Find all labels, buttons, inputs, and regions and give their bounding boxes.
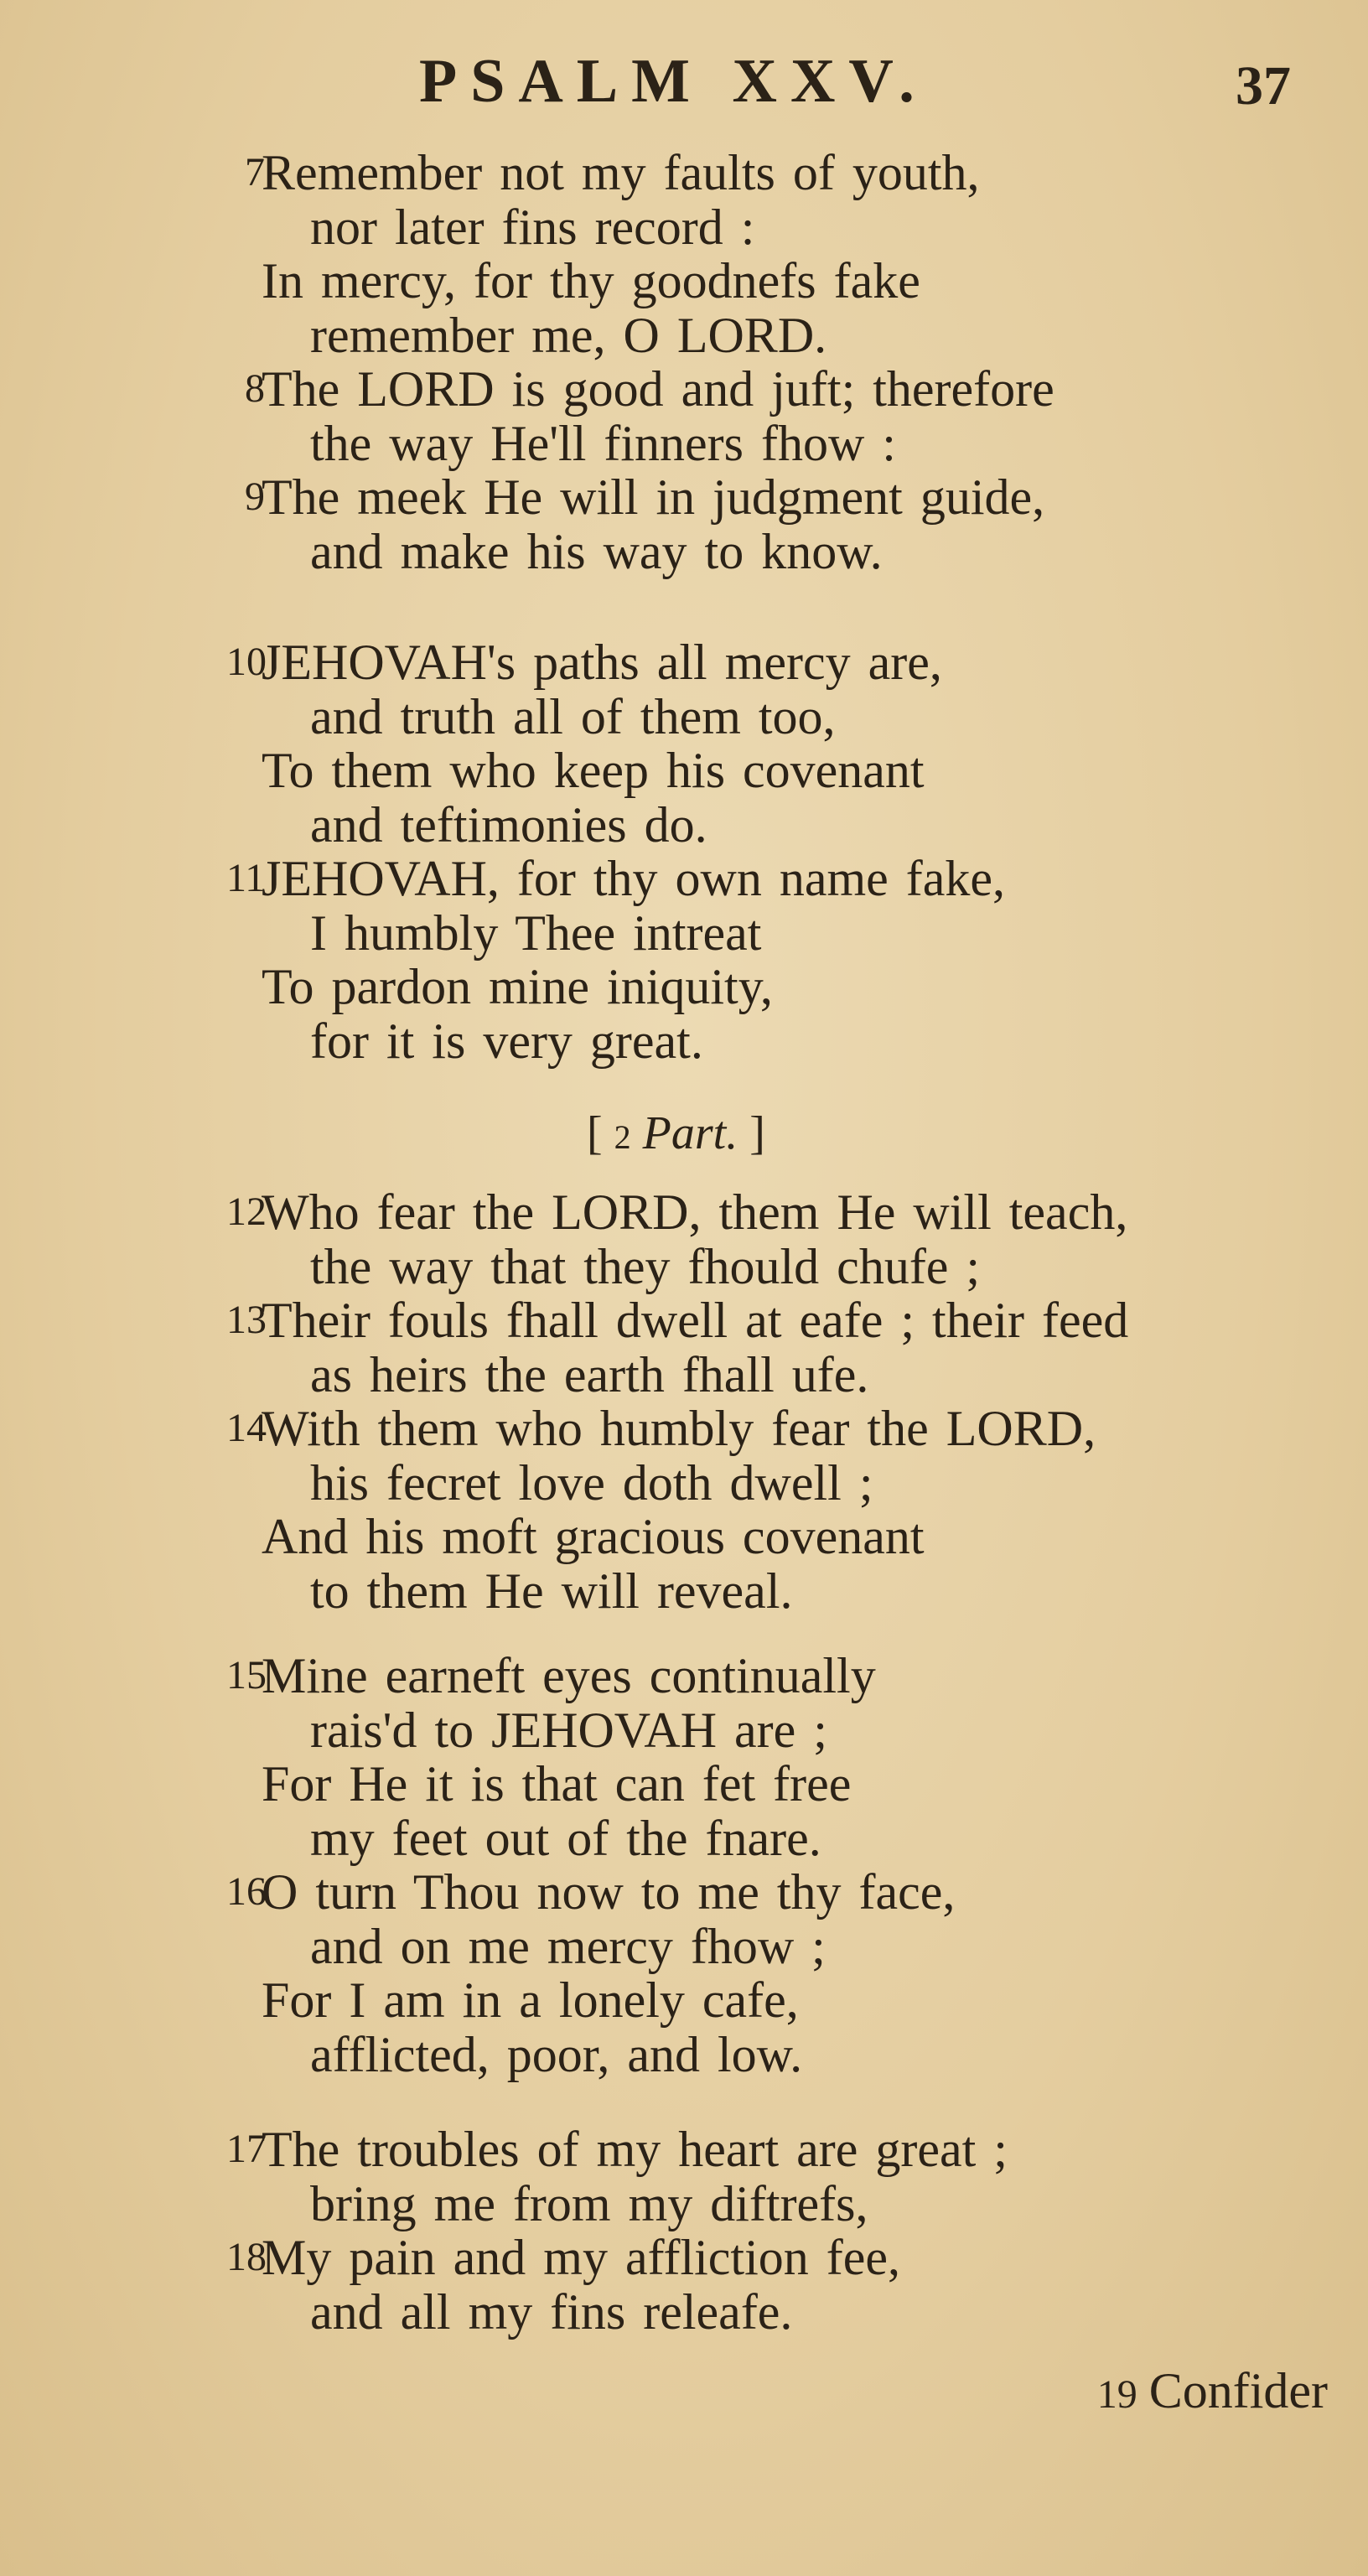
verse-text: afflicted, poor, and low. — [310, 2026, 803, 2082]
verse-text: and all my fins releafe. — [310, 2283, 793, 2340]
verse-text: and truth all of them too, — [310, 688, 836, 744]
verse-text: as heirs the earth fhall ufe. — [310, 1346, 869, 1402]
verse-line — [0, 906, 1368, 961]
verse-text: and on me mercy fhow ; — [310, 1918, 826, 1974]
verse-line — [0, 1348, 1368, 1402]
verse-line — [0, 1240, 1368, 1294]
verse-group — [0, 146, 1368, 578]
verse-line — [0, 2285, 1368, 2340]
verse-text: Mine earneft eyes continually — [262, 1648, 876, 1703]
verse-number: 15 — [226, 1653, 267, 1697]
verse-line — [0, 1456, 1368, 1511]
verse-line — [0, 1703, 1368, 1758]
verse-text: JEHOVAH's paths all mercy are, — [262, 635, 942, 690]
verse-text: nor later fins record : — [310, 199, 755, 255]
verse-text: bring me from my diftrefs, — [310, 2175, 868, 2231]
verse-line — [0, 1402, 1368, 1456]
part-bracket-open: [ — [587, 1107, 603, 1159]
verse-line — [0, 470, 1368, 525]
verse-line — [0, 1014, 1368, 1069]
verse-text: To them who keep his covenant — [262, 743, 925, 798]
verse-line — [0, 1564, 1368, 1619]
verse-text: With them who humbly fear the LORD, — [262, 1401, 1096, 1456]
verse-text: Who fear the LORD, them He will teach, — [262, 1184, 1128, 1240]
verse-line — [0, 254, 1368, 308]
running-head-title: PSALM XXV. — [419, 47, 928, 116]
verse-number: 14 — [226, 1406, 267, 1450]
verse-number: 16 — [226, 1869, 267, 1914]
verse-text: To pardon mine iniquity, — [262, 959, 773, 1014]
verse-line — [0, 1865, 1368, 1920]
verse-text: JEHOVAH, for thy own name fake, — [262, 851, 1006, 906]
verse-group — [0, 1185, 1368, 1618]
verse-number: 17 — [226, 2127, 267, 2171]
catchword — [1097, 2364, 1328, 2422]
verse-line — [0, 417, 1368, 471]
part-heading — [587, 1107, 765, 1164]
verse-number: 11 — [226, 856, 266, 900]
verse-text: the way that they fhould chufe ; — [310, 1238, 981, 1294]
verse-line — [0, 1293, 1368, 1348]
verse-line — [0, 1185, 1368, 1240]
verse-number: 7 — [245, 150, 265, 194]
verse-number: 9 — [245, 474, 265, 519]
verse-line — [0, 635, 1368, 690]
verse-number: 18 — [226, 2235, 267, 2279]
part-label: Part. — [642, 1107, 738, 1159]
verse-number: 12 — [226, 1190, 267, 1234]
verse-text: remember me, O LORD. — [310, 307, 827, 363]
verse-text: I humbly Thee intreat — [310, 904, 762, 961]
verse-number: 10 — [226, 640, 267, 684]
verse-text: rais'd to JEHOVAH are ; — [310, 1702, 827, 1758]
verse-line — [0, 798, 1368, 853]
verse-text: The troubles of my heart are great ; — [262, 2122, 1008, 2177]
verse-line — [0, 744, 1368, 798]
verse-text: my feet out of the fnare. — [310, 1810, 821, 1866]
verse-text: O turn Thou now to me thy face, — [262, 1864, 956, 1920]
verse-number: 8 — [245, 366, 265, 411]
verse-text: And his moft gracious covenant — [262, 1509, 925, 1564]
verse-number: 13 — [226, 1298, 267, 1342]
verse-line — [0, 1973, 1368, 2028]
verse-line — [0, 146, 1368, 200]
verse-text: and teftimonies do. — [310, 796, 707, 853]
verse-line — [0, 1920, 1368, 1974]
verse-group — [0, 2122, 1368, 2339]
verse-text: the way He'll finners fhow : — [310, 415, 896, 471]
verse-text: My pain and my affliction fee, — [262, 2230, 901, 2285]
verse-line — [0, 308, 1368, 363]
verse-line — [0, 2231, 1368, 2285]
verse-text: For I am in a lonely cafe, — [262, 1972, 799, 2028]
verse-line — [0, 852, 1368, 906]
verse-line — [0, 960, 1368, 1014]
verse-text: to them He will reveal. — [310, 1563, 793, 1619]
verse-line — [0, 2122, 1368, 2177]
verse-text: In mercy, for thy goodnefs fake — [262, 253, 920, 308]
verse-line — [0, 362, 1368, 417]
verse-text: For He it is that can fet free — [262, 1756, 852, 1811]
verse-group — [0, 1649, 1368, 2081]
verse-group — [0, 635, 1368, 1068]
verse-text: The LORD is good and juft; therefore — [262, 361, 1054, 417]
part-bracket-close: ] — [749, 1107, 765, 1159]
verse-line — [0, 1649, 1368, 1703]
catchword-number: 19 — [1096, 2372, 1137, 2417]
verse-text: for it is very great. — [310, 1013, 703, 1069]
verse-text: and make his way to know. — [310, 523, 883, 579]
verse-text: The meek He will in judgment guide, — [262, 469, 1045, 525]
verse-line — [0, 200, 1368, 255]
verse-line — [0, 690, 1368, 744]
verse-text: Their fouls fhall dwell at eafe ; their feed — [262, 1293, 1129, 1348]
part-number: 2 — [614, 1118, 631, 1156]
verse-line — [0, 1510, 1368, 1564]
verse-line — [0, 525, 1368, 579]
page-number: 37 — [1236, 55, 1291, 117]
verse-text: his fecret love doth dwell ; — [310, 1454, 873, 1511]
catchword-text: Confider — [1148, 2363, 1328, 2418]
verse-line — [0, 1757, 1368, 1811]
verse-text: Remember not my faults of youth, — [262, 145, 980, 200]
verse-line — [0, 2028, 1368, 2082]
verse-line — [0, 2177, 1368, 2231]
verse-line — [0, 1811, 1368, 1866]
